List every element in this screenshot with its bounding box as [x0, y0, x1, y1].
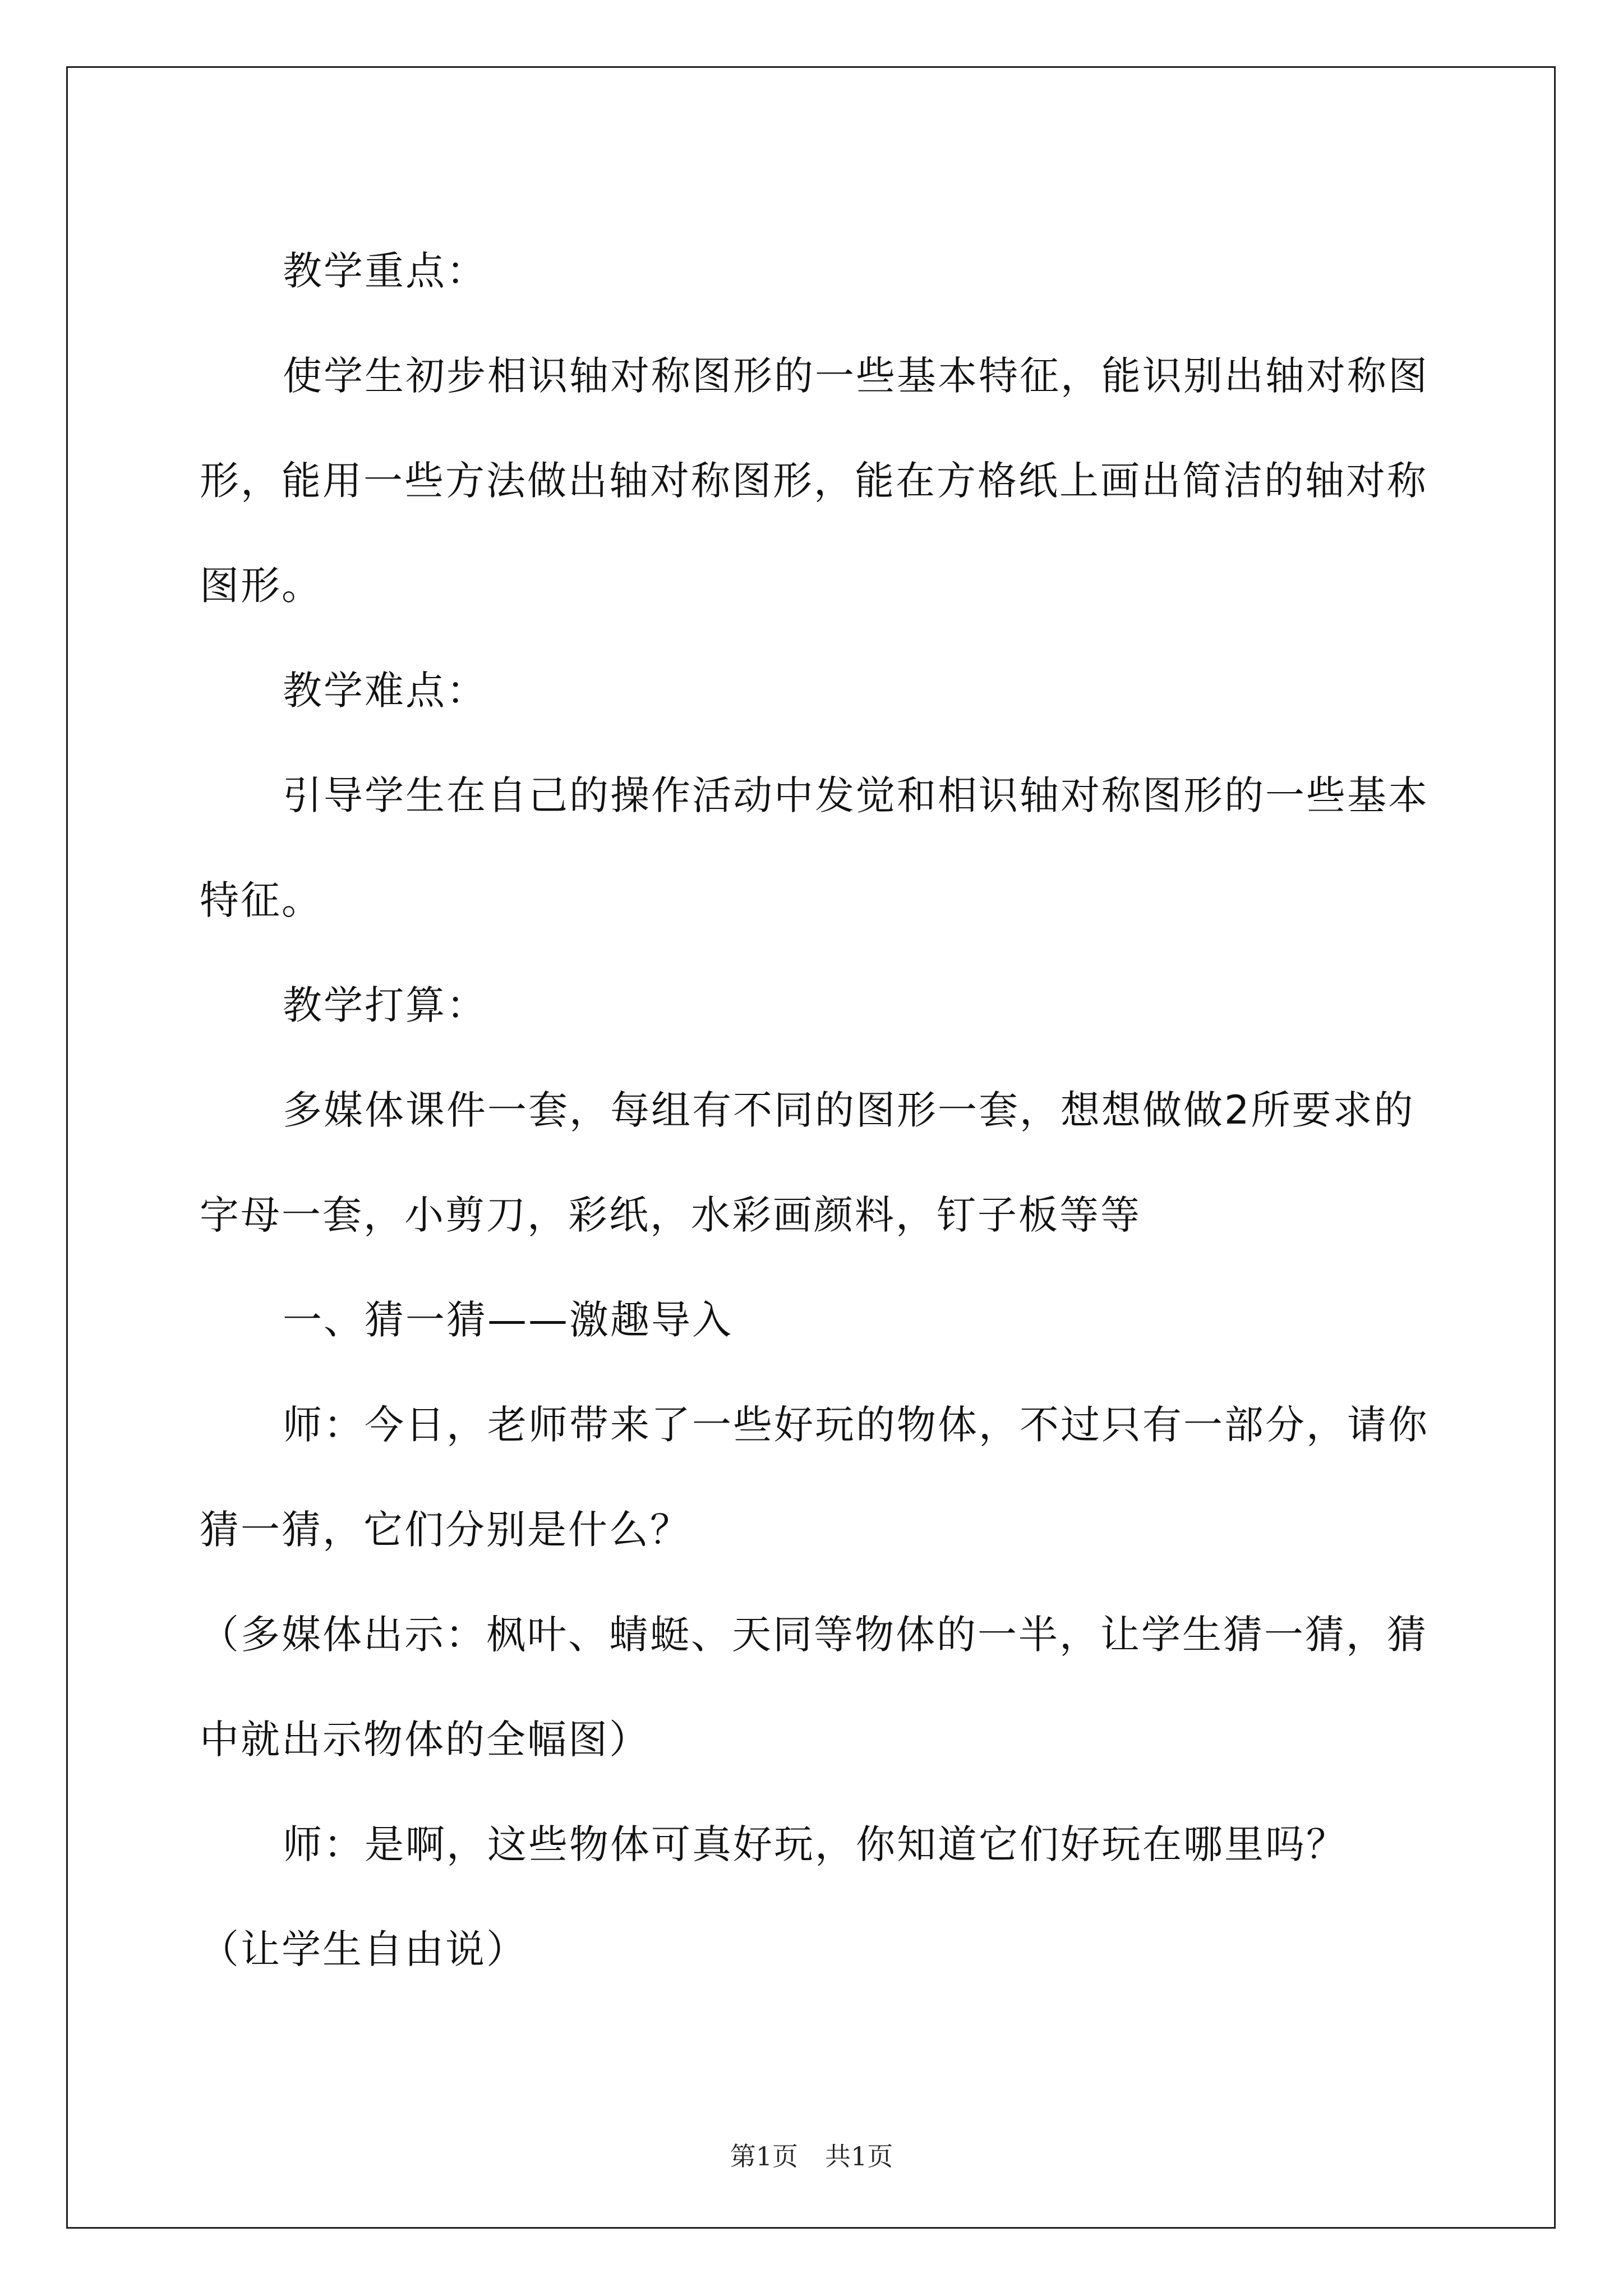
page-total: 共1页 — [825, 2141, 893, 2171]
paragraph-teacher-question: 师：是啊，这些物体可真好玩，你知道它们好玩在哪里吗？ — [283, 1821, 1347, 1867]
document-body — [200, 219, 1433, 2002]
heading-key-points: 教学重点： — [283, 248, 487, 294]
paragraph-teacher-intro: 师：今日，老师带来了一些好玩的物体，不过只有一部分，请你猜一猜，它们分别是什么？ — [200, 1402, 1429, 1553]
paragraph-key-points: 使学生初步相识轴对称图形的一些基本特征，能识别出轴对称图形，能用一些方法做出轴对称图形，能在方格纸上画出简洁的轴对称图形。 — [200, 353, 1429, 609]
page-number: 第1页 — [730, 2141, 798, 2171]
paragraph-preparation: 多媒体课件一套，每组有不同的图形一套，想想做做2所要求的字母一套，小剪刀，彩纸，水彩画颜料，钉子板等等 — [200, 1087, 1415, 1238]
page-footer — [0, 2136, 1623, 2173]
heading-difficulties: 教学难点： — [283, 668, 487, 714]
paragraph-difficulties: 引导学生在自己的操作活动中发觉和相识轴对称图形的一些基本特征。 — [200, 772, 1429, 923]
paragraph-multimedia-note: （多媒体出示：枫叶、蜻蜓、天同等物体的一半，让学生猜一猜，猜中就出示物体的全幅图） — [200, 1612, 1428, 1763]
heading-section-one: 一、猜一猜——激趣导入 — [283, 1297, 733, 1343]
heading-preparation: 教学打算： — [283, 982, 487, 1028]
paragraph-student-free-talk: （让学生自由说） — [200, 1926, 527, 1972]
